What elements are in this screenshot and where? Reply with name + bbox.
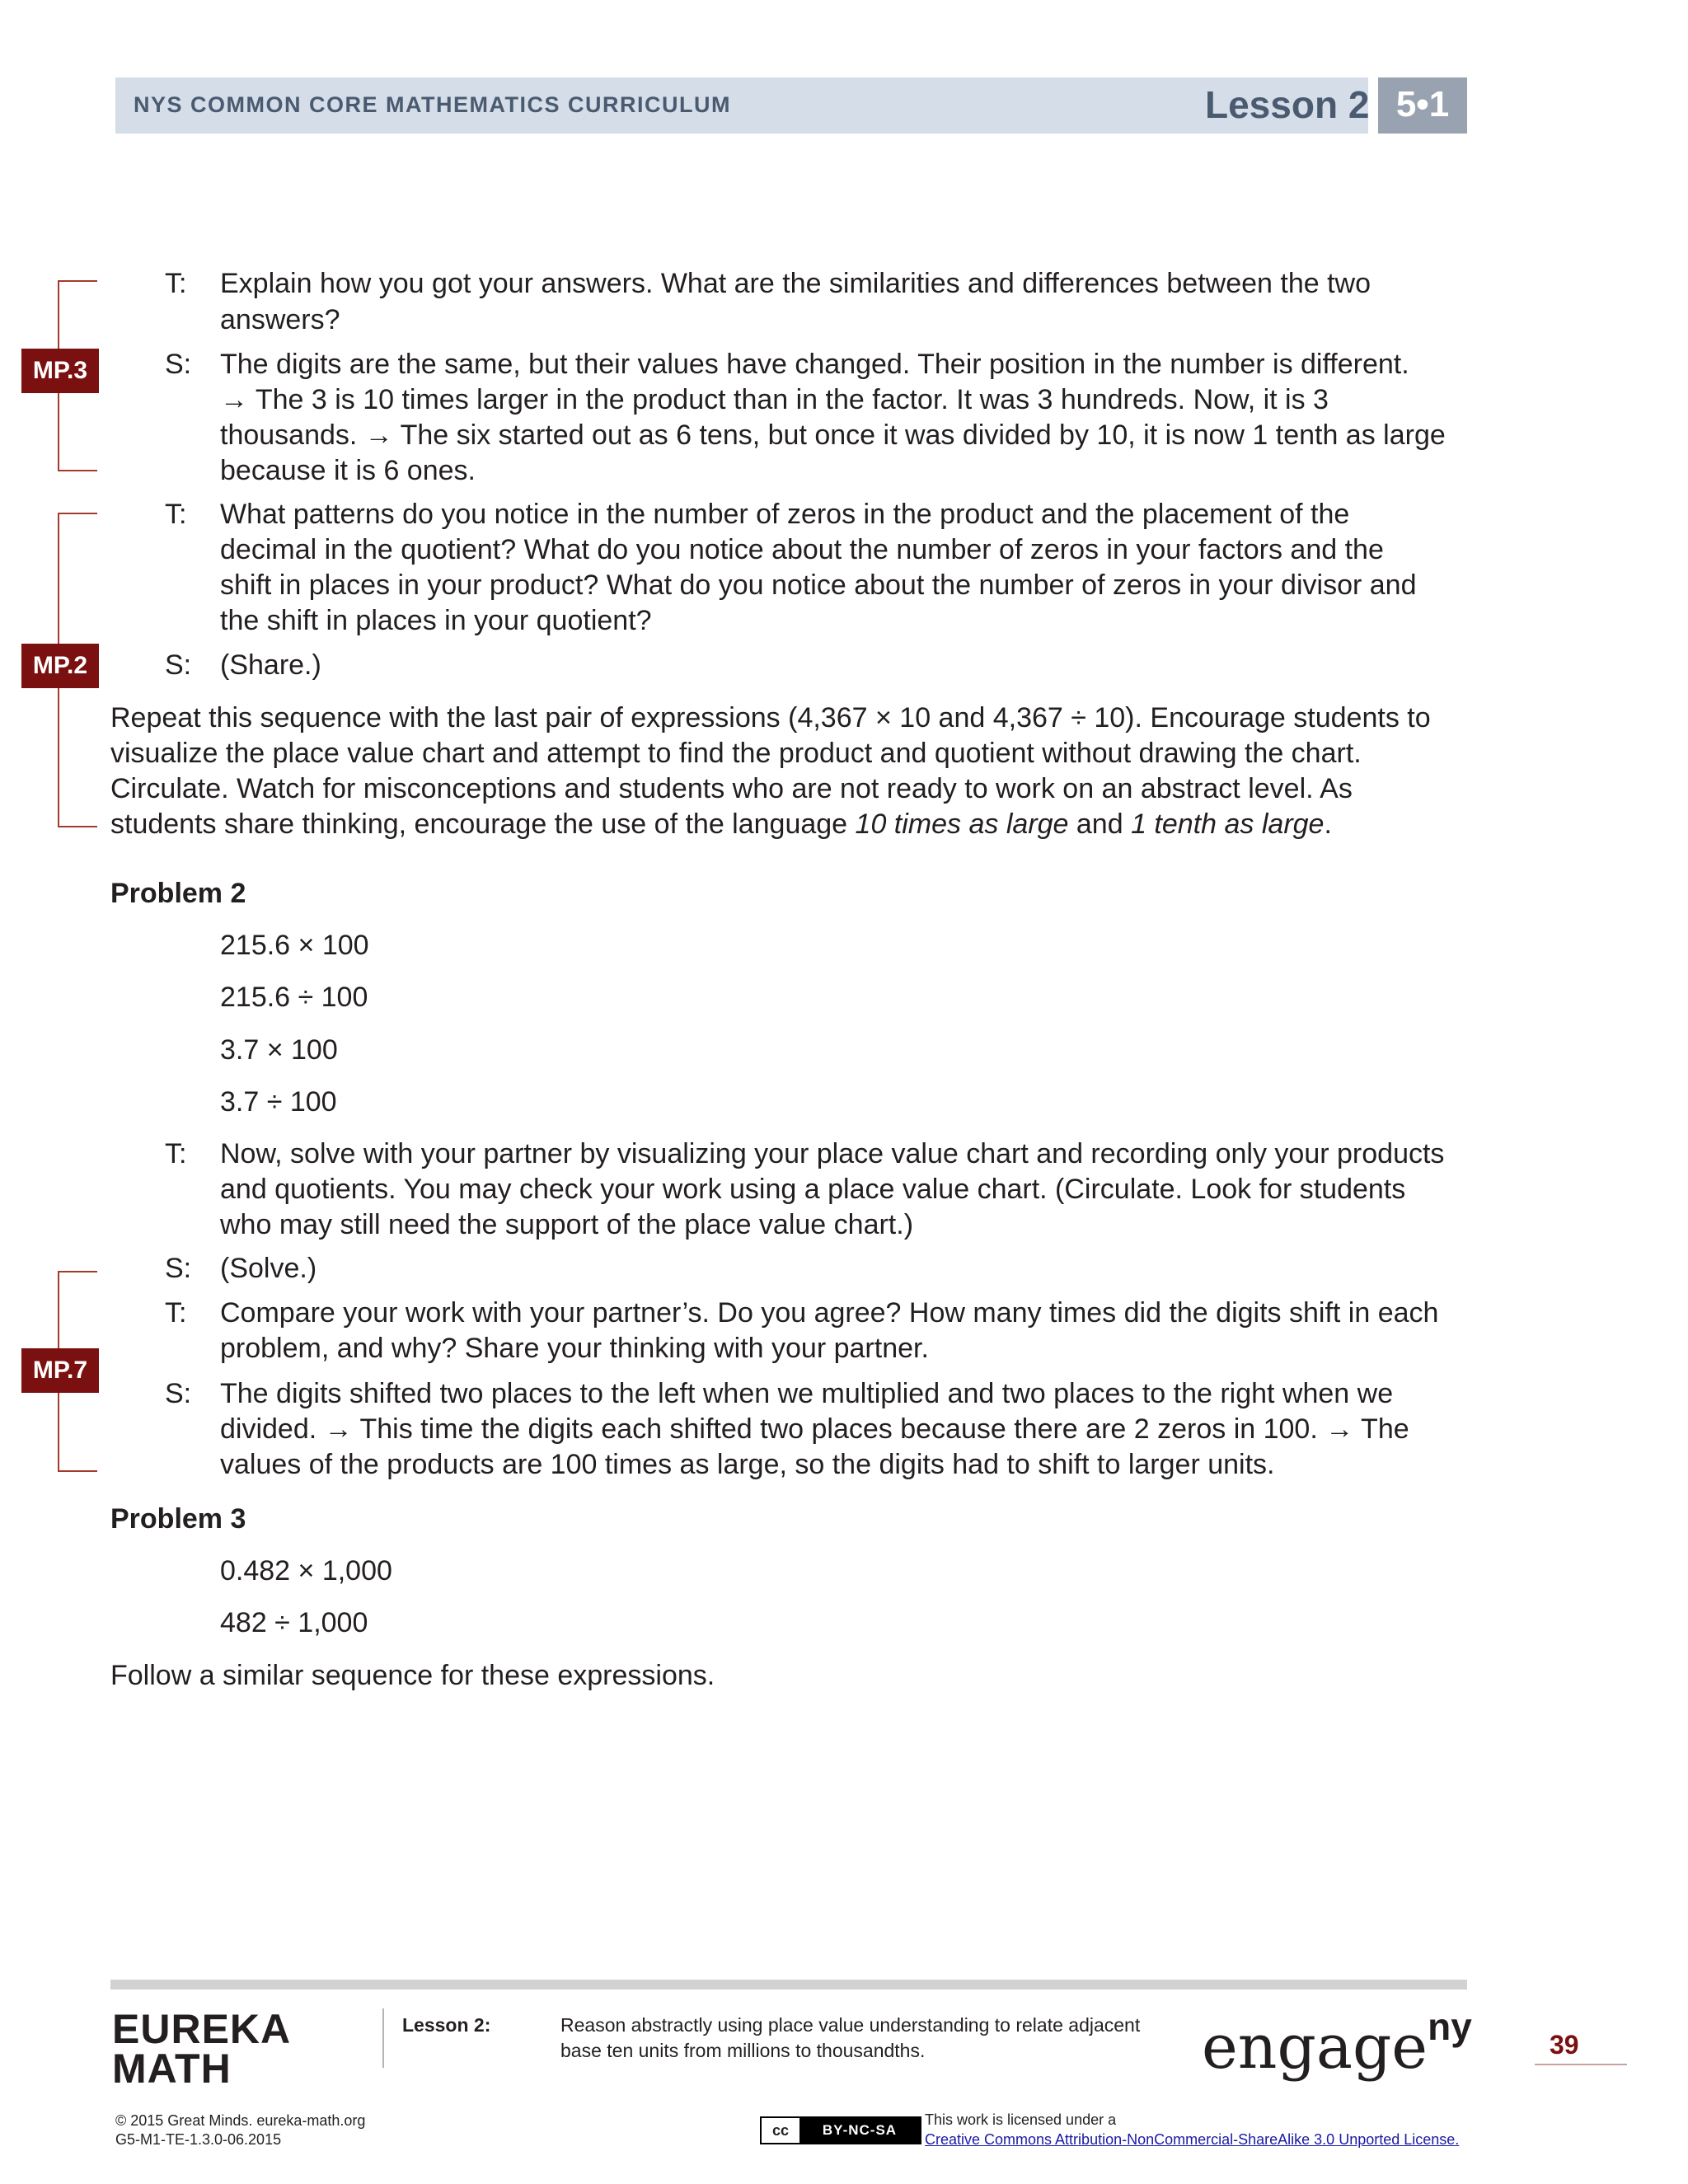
dialogue-line: thousands. → The six started out as 6 tens, but once it was divided by 10, it is now 1 tenth as large: [220, 419, 1446, 451]
curriculum-title: NYS COMMON CORE MATHEMATICS CURRICULUM: [134, 92, 731, 117]
mp7-badge: MP.7: [21, 1348, 99, 1393]
dialogue-line: divided. → This time the digits each shifted two places because there are 2 zeros in 100. → The: [220, 1413, 1409, 1445]
mp2-bracket-bottom: [58, 826, 97, 827]
expression: 215.6 ÷ 100: [220, 982, 368, 1013]
eureka-math-logo: EUREKA MATH: [112, 2006, 292, 2092]
footer-lesson-label: Lesson 2:: [402, 2014, 491, 2036]
dialogue-line: Now, solve with your partner by visualizing your place value chart and recording only your products: [220, 1138, 1445, 1169]
mp3-bracket-bottom: [58, 470, 97, 471]
speaker-label: T:: [165, 1138, 187, 1169]
footer-divider: [382, 2008, 384, 2068]
mp7-bracket-bottom: [58, 1470, 97, 1472]
mp2-badge: MP.2: [21, 644, 99, 688]
dialogue-line: the shift in places in your quotient?: [220, 605, 652, 636]
speaker-label: S:: [165, 1378, 192, 1409]
dialogue-line: who may still need the support of the place value chart.): [220, 1209, 914, 1240]
problem-3-heading: Problem 3: [110, 1503, 246, 1535]
expression: 0.482 × 1,000: [220, 1555, 392, 1586]
paragraph-line: Circulate. Watch for misconceptions and students who are not ready to work on an abstract level. As: [110, 773, 1353, 804]
paragraph-line: Repeat this sequence with the last pair of expressions (4,367 × 10 and 4,367 ÷ 10). Encourage students to: [110, 702, 1431, 733]
paragraph-line: visualize the place value chart and attempt to find the product and quotient without drawing the chart.: [110, 738, 1362, 769]
dialogue-line: problem, and why? Share your thinking with your partner.: [220, 1333, 929, 1364]
speaker-label: T:: [165, 499, 187, 530]
dialogue-line: (Share.): [220, 649, 321, 681]
speaker-label: S:: [165, 349, 192, 380]
dialogue-line: The digits shifted two places to the left when we multiplied and two places to the right when we: [220, 1378, 1394, 1409]
dialogue-line: and quotients. You may check your work using a place value chart. (Circulate. Look for students: [220, 1174, 1406, 1205]
dialogue-line: values of the products are 100 times as large, so the digits had to shift to larger units.: [220, 1449, 1275, 1480]
dialogue-line: Explain how you got your answers. What are the similarities and differences between the two: [220, 268, 1371, 299]
dialogue-line: What patterns do you notice in the number of zeros in the product and the placement of the: [220, 499, 1350, 530]
dialogue-line: The digits are the same, but their values have changed. Their position in the number is different.: [220, 349, 1409, 380]
license-link[interactable]: Creative Commons Attribution-NonCommercial-ShareAlike 3.0 Unported License.: [925, 2131, 1460, 2148]
dialogue-line: shift in places in your product? What do you notice about the number of zeros in your divisor and: [220, 569, 1417, 601]
license-text: This work is licensed under a: [925, 2111, 1117, 2128]
speaker-label: T:: [165, 268, 187, 299]
speaker-label: T:: [165, 1297, 187, 1329]
dialogue-line: Compare your work with your partner’s. Do you agree? How many times did the digits shift in each: [220, 1297, 1439, 1329]
footer-rule: [110, 1980, 1467, 1990]
follow-text: Follow a similar sequence for these expressions.: [110, 1660, 715, 1691]
grade-module-badge: 5•1: [1378, 77, 1467, 134]
dialogue-line: → The 3 is 10 times larger in the product than in the factor. It was 3 hundreds. Now, it is 3: [220, 384, 1329, 415]
cc-license-badge: cc BY-NC-SA: [760, 2116, 921, 2144]
problem-2-heading: Problem 2: [110, 878, 246, 909]
engageny-logo: engage$^{ny}$: [1202, 2005, 1472, 2083]
paragraph-line: students share thinking, encourage the use of the language 10 times as large and 1 tenth as large.: [110, 808, 1332, 840]
dialogue-line: answers?: [220, 304, 340, 335]
expression: 3.7 ÷ 100: [220, 1086, 337, 1118]
expression: 3.7 × 100: [220, 1034, 338, 1066]
mp3-badge: MP.3: [21, 349, 99, 393]
mp3-bracket-top: [58, 280, 97, 282]
expression: 482 ÷ 1,000: [220, 1607, 368, 1638]
dialogue-line: decimal in the quotient? What do you notice about the number of zeros in your factors and the: [220, 534, 1384, 565]
mp2-bracket-top: [58, 513, 97, 514]
page-number-rule: [1535, 2064, 1627, 2065]
footer-lesson-description: Reason abstractly using place value understanding to relate adjacent base ten units from millions to thousandths.: [560, 2014, 1141, 2061]
cc-icon: cc: [762, 2118, 799, 2143]
lesson-title: Lesson 2: [1205, 83, 1370, 126]
dialogue-line: (Solve.): [220, 1253, 317, 1284]
dialogue-line: because it is 6 ones.: [220, 455, 476, 486]
expression: 215.6 × 100: [220, 930, 369, 961]
copyright: © 2015 Great Minds. eureka-math.org G5-M1-TE-1.3.0-06.2015: [115, 2112, 366, 2148]
page-number: 39: [1550, 2030, 1579, 2060]
speaker-label: S:: [165, 649, 192, 681]
speaker-label: S:: [165, 1253, 192, 1284]
mp7-bracket-top: [58, 1271, 97, 1272]
